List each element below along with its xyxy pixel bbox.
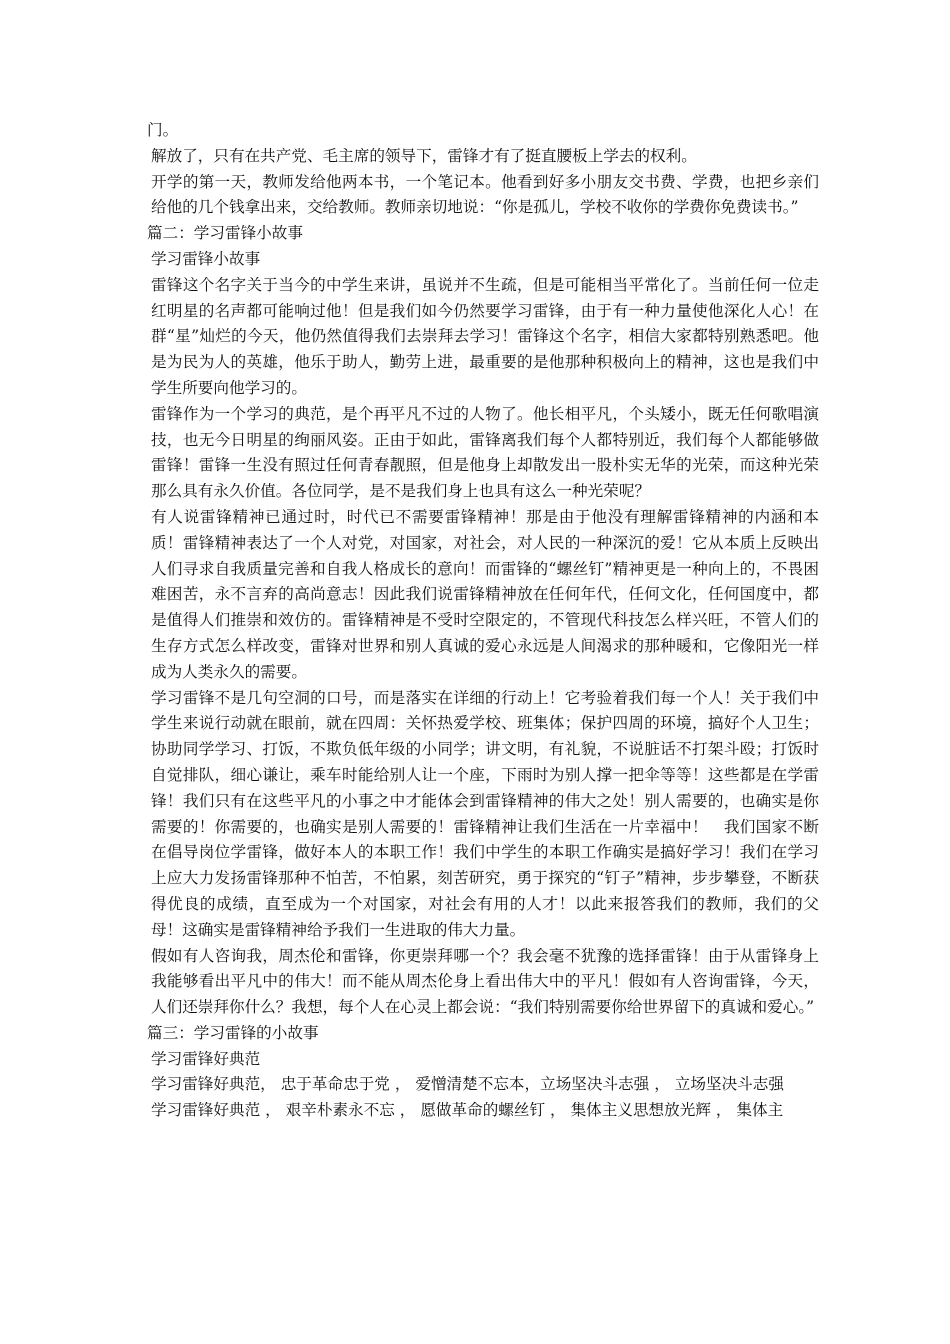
paragraph: 有人说雷锋精神已通过时，时代已不需要雷锋精神！那是由于他没有理解雷锋精神的内涵和本质！雷锋精神表达了一个人对党，对国家，对社会，对人民的一种深沉的爱！它从本质上反映出人们寻求自我质量完善和自我人格成长的意向！而雷锋的“螺丝钉”精神更是一种向上的，不畏困难困苦，永不言弃的高尚意志！因此我们说雷锋精神放在任何年代，任何文化，任何国度中，都是值得人们推崇和效仿的。雷锋精神是不受时空限定的，不管现代科技怎么样兴旺，不管人们的生存方式怎么样改变，雷锋对世界和别人真诚的爱心永远是人间渴求的那种暖和，它像阳光一样成为人类永久的需要。 (151, 507, 819, 681)
section-subtitle: 学习雷锋小故事 (151, 249, 261, 268)
paragraph: 学习雷锋不是几句空洞的口号，而是落实在详细的行动上！它考验着我们每一个人！关于我们中学生来说行动就在眼前，就在四周：关怀热爱学校、班集体；保护四周的环境，搞好个人卫生；协助同学学习、打饭，不欺负低年级的小同学；讲文明，有礼貌，不说脏话不打架斗殴；打饭时自觉排队，细心谦让，乘车时能给别人让一个座，下雨时为别人撑一把伞等等！这些都是在学雷锋！我们只有在这些平凡的小事之中才能体会到雷锋精神的伟大之处！别人需要的，也确实是你需要的！你需要的，也确实是别人需要的！雷锋精神让我们生活在一片幸福中！ 我们国家不断在倡导岗位学雷锋，做好本人的本职工作！我们中学生的本职工作确实是搞好学习！我们在学习上应大力发扬雷锋那种不怕苦，不怕累，刻苦研究，勇于探究的“钉子”精神，步步攀登，不断获得优良的成绩，直至成为一个对国家，对社会有用的人才！以此来报答我们的教师，我们的父母！这确实是雷锋精神给予我们一生进取的伟大力量。 (151, 688, 819, 939)
paragraph: 假如有人咨询我，周杰伦和雷锋，你更崇拜哪一个？我会毫不犹豫的选择雷锋！由于从雷锋身上我能够看出平凡中的伟大！而不能从周杰伦身上看出伟大中的平凡！假如有人咨询雷锋，今天，人们还崇拜你什么？我想，每个人在心灵上都会说：“我们特别需要你给世界留下的真诚和爱心。” (151, 946, 819, 1017)
document-page (147, 118, 819, 1124)
paragraph: 学习雷锋好典范， 忠于革命忠于党 ， 爱憎清楚不忘本，立场坚决斗志强 ， 立场坚决斗志强 (151, 1075, 784, 1094)
paragraph: 解放了，只有在共产党、毛主席的领导下，雷锋才有了挺直腰板上学去的权利。 (151, 146, 697, 165)
paragraph: 雷锋作为一个学习的典范，是个再平凡不过的人物了。他长相平凡，个头矮小，既无任何歌唱演技，也无今日明星的绚丽风姿。正由于如此，雷锋离我们每个人都特别近，我们每个人都能够做雷锋！雷锋一生没有照过任何青春靓照，但是他身上却散发出一股朴实无华的光荣，而这种光荣那么具有永久价值。各位同学，是不是我们身上也具有这么一种光荣呢？ (151, 404, 819, 501)
paragraph: 门。 (147, 121, 179, 139)
section-subtitle: 学习雷锋好典范 (151, 1049, 261, 1068)
section-heading: 篇三：学习雷锋的小故事 (147, 1023, 319, 1042)
paragraph: 学习雷锋好典范 ， 艰辛朴素永不忘 ， 愿做革命的螺丝钉 ， 集体主义思想放光辉 ， 集体主 (151, 1101, 784, 1120)
section-heading: 篇二：学习雷锋小故事 (147, 224, 303, 243)
paragraph: 开学的第一天，教师发给他两本书，一个笔记本。他看到好多小朋友交书费、学费，也把乡亲们给他的几个钱拿出来，交给教师。教师亲切地说：“你是孤儿，学校不收你的学费你免费读书。” (151, 172, 819, 217)
paragraph: 雷锋这个名字关于当今的中学生来讲，虽说并不生疏，但是可能相当平常化了。当前任何一位走红明星的名声都可能响过他！但是我们如今仍然要学习雷锋，由于有一种力量使他深化人心！在群“星”灿烂的今天，他仍然值得我们去崇拜去学习！雷锋这个名字，相信大家都特别熟悉吧。他是为民为人的英雄，他乐于助人，勤劳上进，最重要的是他那种积极向上的精神，这也是我们中学生所要向他学习的。 (151, 275, 819, 397)
